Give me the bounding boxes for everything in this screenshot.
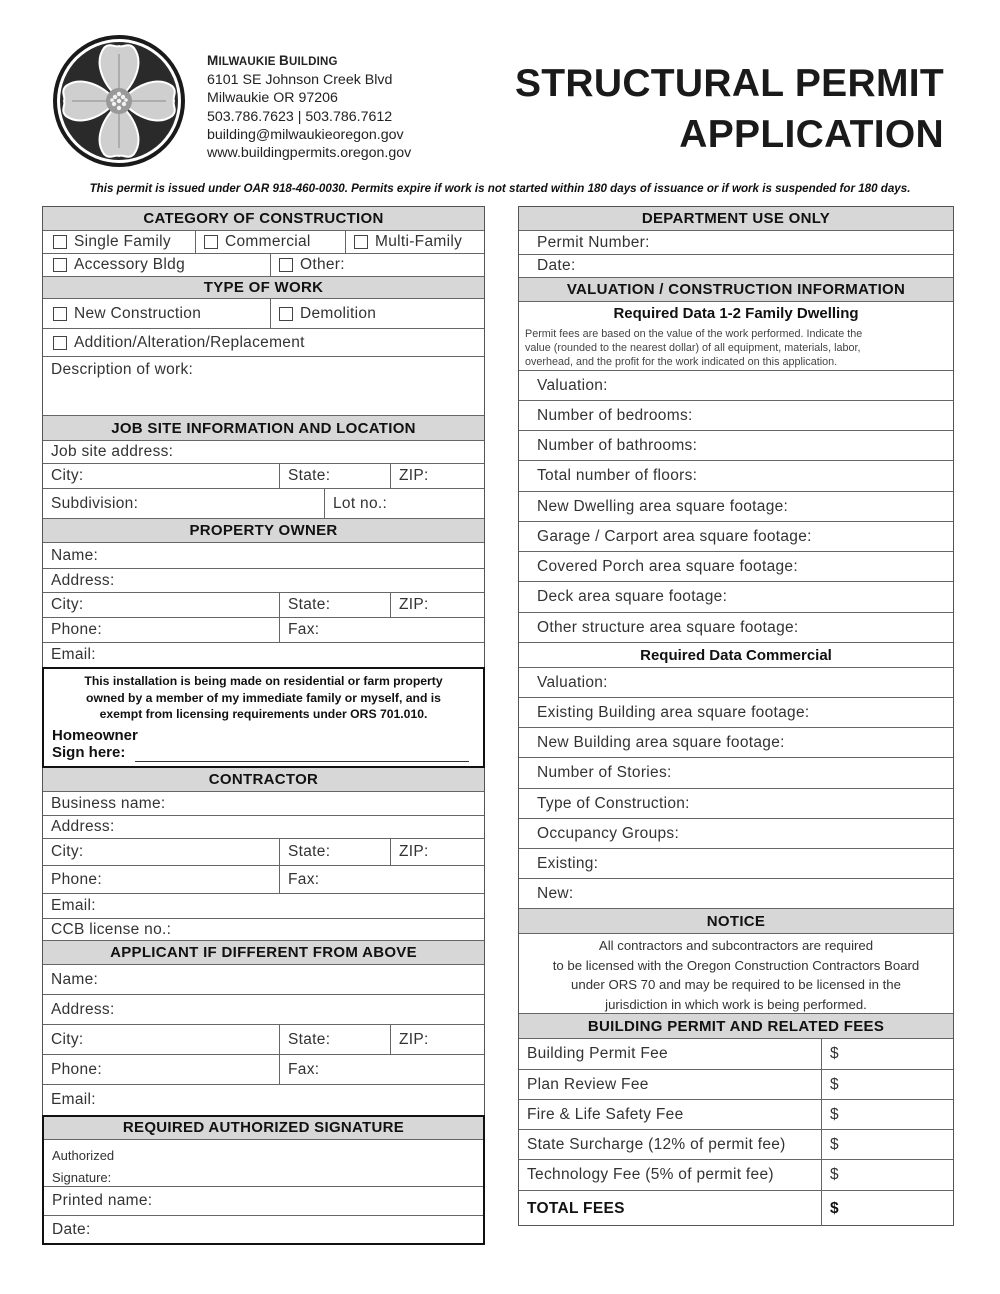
authorized-signature-box bbox=[42, 1115, 485, 1245]
owner-email-label: Email: bbox=[51, 646, 96, 663]
other-option[interactable] bbox=[270, 254, 484, 276]
total-fees-row bbox=[519, 1191, 953, 1226]
work-row-2 bbox=[43, 329, 484, 357]
building-permit-fee-row bbox=[519, 1039, 953, 1070]
notice-line2: to be licensed with the Oregon Construction Contractors Board bbox=[552, 957, 920, 973]
occupancy-groups-label: Occupancy Groups: bbox=[537, 824, 680, 842]
type-of-work-heading: TYPE OF WORK bbox=[43, 277, 484, 299]
department-date-label: Date: bbox=[537, 257, 576, 274]
building-permit-fee-label: Building Permit Fee bbox=[527, 1045, 668, 1062]
applicant-zip-field[interactable] bbox=[390, 1025, 484, 1054]
title-line2: APPLICATION bbox=[679, 113, 944, 156]
contractor-city-label: City: bbox=[51, 843, 84, 860]
existing-occupancy-field[interactable] bbox=[519, 849, 953, 879]
bedrooms-label: Number of bedrooms: bbox=[537, 406, 693, 424]
contractor-phone-field[interactable] bbox=[43, 866, 279, 893]
signature-date-label: Date: bbox=[52, 1220, 91, 1238]
owner-phone-row bbox=[43, 618, 484, 643]
org-name-rest: ILWAUKIE bbox=[218, 56, 276, 68]
printed-name-label: Printed name: bbox=[52, 1192, 153, 1209]
fee-note-line1: Permit fees are based on the value of the work performed. Indicate the bbox=[525, 328, 863, 340]
technology-fee-amount[interactable] bbox=[821, 1160, 953, 1190]
other-label: Other: bbox=[300, 256, 345, 273]
contractor-city-row bbox=[43, 839, 484, 866]
permit-number-field[interactable] bbox=[519, 231, 953, 255]
owner-email-field[interactable] bbox=[43, 643, 484, 667]
state-surcharge-row bbox=[519, 1130, 953, 1160]
currency-symbol: $ bbox=[830, 1045, 839, 1062]
website: www.buildingpermits.oregon.gov bbox=[207, 145, 412, 162]
currency-symbol: $ bbox=[830, 1199, 839, 1217]
job-site-heading: JOB SITE INFORMATION AND LOCATION bbox=[43, 416, 484, 441]
addition-option[interactable] bbox=[45, 329, 484, 356]
deck-area-label: Deck area square footage: bbox=[537, 588, 728, 605]
fee-note-line2: value (rounded to the nearest dollar) of all equipment, materials, labor, bbox=[525, 342, 861, 354]
contractor-phone-label: Phone: bbox=[51, 870, 102, 888]
contractor-business-label: Business name: bbox=[51, 794, 166, 812]
commercial-valuation-label: Valuation: bbox=[537, 673, 608, 691]
new-occupancy-field[interactable] bbox=[519, 879, 953, 909]
organization-name bbox=[207, 52, 411, 71]
contractor-city-field[interactable] bbox=[43, 839, 279, 865]
exemption-line3: exempt from licensing requirements under ORS 701.010. bbox=[99, 707, 428, 721]
occupancy-groups-field[interactable] bbox=[519, 819, 953, 849]
signature-label: Signature: bbox=[52, 1170, 112, 1185]
dwelling-area-field[interactable] bbox=[519, 492, 953, 522]
contractor-business-field[interactable] bbox=[43, 792, 484, 816]
owner-fax-label: Fax: bbox=[288, 621, 320, 638]
accessory-label: Accessory Bldg bbox=[74, 256, 186, 273]
stories-field[interactable] bbox=[519, 758, 953, 789]
page-title bbox=[515, 58, 944, 160]
notice-line4: jurisdiction in which work is being performed. bbox=[605, 997, 867, 1013]
single-family-checkbox[interactable] bbox=[53, 235, 67, 249]
homeowner-signature-line[interactable] bbox=[135, 761, 469, 762]
notice-line1: All contractors and subcontractors are required bbox=[598, 938, 874, 953]
email-address: building@milwaukieoregon.gov bbox=[207, 126, 404, 143]
commercial-label: Commercial bbox=[225, 233, 311, 250]
contractor-state-label: State: bbox=[288, 843, 331, 860]
org-name-b-initial: B bbox=[279, 53, 289, 68]
fees-heading: BUILDING PERMIT AND RELATED FEES bbox=[519, 1014, 953, 1039]
single-family-label: Single Family bbox=[74, 233, 171, 250]
state-surcharge-amount[interactable] bbox=[821, 1130, 953, 1159]
commercial-checkbox[interactable] bbox=[204, 235, 218, 249]
subdivision-label: Subdivision: bbox=[51, 494, 139, 512]
fire-life-safety-fee-row bbox=[519, 1100, 953, 1130]
demolition-option[interactable] bbox=[270, 299, 484, 328]
job-site-city-row bbox=[43, 464, 484, 489]
subdivision-row bbox=[43, 489, 484, 519]
work-row-1 bbox=[43, 299, 484, 329]
signature-date-field[interactable] bbox=[44, 1216, 483, 1243]
demolition-checkbox[interactable] bbox=[279, 307, 293, 321]
owner-fax-field[interactable] bbox=[279, 618, 484, 642]
description-of-work-field[interactable] bbox=[43, 357, 484, 416]
currency-symbol: $ bbox=[830, 1105, 839, 1123]
owner-zip-label: ZIP: bbox=[399, 596, 429, 613]
technology-fee-label: Technology Fee (5% of permit fee) bbox=[527, 1166, 774, 1183]
building-permit-fee-amount[interactable] bbox=[821, 1039, 953, 1069]
new-building-area-field[interactable] bbox=[519, 728, 953, 758]
bedrooms-field[interactable] bbox=[519, 401, 953, 431]
owner-state-field[interactable] bbox=[279, 593, 390, 617]
applicant-fax-field[interactable] bbox=[279, 1055, 484, 1084]
porch-area-label: Covered Porch area square footage: bbox=[537, 557, 798, 575]
existing-building-area-field[interactable] bbox=[519, 698, 953, 728]
other-structure-area-field[interactable] bbox=[519, 613, 953, 643]
applicant-address-label: Address: bbox=[51, 1000, 115, 1018]
ccb-license-field[interactable] bbox=[43, 919, 484, 941]
owner-phone-field[interactable] bbox=[43, 618, 279, 642]
issue-note: This permit is issued under OAR 918-460-0030. Permits expire if work is not started within 180 days of issuance or if work is suspended for 180 days. bbox=[89, 182, 911, 195]
category-heading: CATEGORY OF CONSTRUCTION bbox=[43, 207, 484, 231]
owner-city-field[interactable] bbox=[43, 593, 279, 617]
residential-data-heading: Required Data 1-2 Family Dwelling bbox=[613, 305, 859, 322]
plan-review-fee-row bbox=[519, 1070, 953, 1100]
job-site-city-field[interactable] bbox=[43, 464, 279, 488]
dwelling-area-label: New Dwelling area square footage: bbox=[537, 497, 789, 515]
state-surcharge-label: State Surcharge (12% of permit fee) bbox=[527, 1135, 786, 1153]
new-construction-option[interactable] bbox=[45, 299, 270, 328]
property-owner-heading: PROPERTY OWNER bbox=[43, 519, 484, 543]
currency-symbol: $ bbox=[830, 1135, 839, 1153]
subdivision-field[interactable] bbox=[43, 489, 324, 518]
printed-name-field[interactable] bbox=[44, 1187, 483, 1216]
contractor-zip-field[interactable] bbox=[390, 839, 484, 865]
new-construction-label: New Construction bbox=[74, 304, 202, 322]
commercial-valuation-field[interactable] bbox=[519, 668, 953, 698]
multi-family-checkbox[interactable] bbox=[354, 235, 368, 249]
existing-building-area-label: Existing Building area square footage: bbox=[537, 703, 810, 721]
notice-heading: NOTICE bbox=[519, 909, 953, 934]
owner-address-label: Address: bbox=[51, 571, 115, 589]
applicant-fax-label: Fax: bbox=[288, 1060, 320, 1078]
contractor-phone-row bbox=[43, 866, 484, 894]
exemption-line2: owned by a member of my immediate family or myself, and is bbox=[86, 690, 441, 705]
applicant-email-field[interactable] bbox=[43, 1085, 484, 1115]
applicant-phone-row bbox=[43, 1055, 484, 1085]
exemption-line1: This installation is being made on residential or farm property bbox=[84, 674, 443, 688]
description-label: Description of work: bbox=[51, 361, 194, 378]
applicant-address-field[interactable] bbox=[43, 995, 484, 1025]
title-line1: STRUCTURAL PERMIT bbox=[514, 62, 944, 105]
other-structure-area-label: Other structure area square footage: bbox=[537, 618, 799, 636]
signature-heading: REQUIRED AUTHORIZED SIGNATURE bbox=[44, 1117, 483, 1140]
plan-review-fee-amount[interactable] bbox=[821, 1070, 953, 1099]
contractor-fax-label: Fax: bbox=[288, 870, 320, 888]
technology-fee-row bbox=[519, 1160, 953, 1191]
other-checkbox[interactable] bbox=[279, 258, 293, 272]
dogwood-logo bbox=[52, 34, 186, 168]
plan-review-fee-label: Plan Review Fee bbox=[527, 1075, 649, 1093]
deck-area-field[interactable] bbox=[519, 582, 953, 613]
applicant-phone-field[interactable] bbox=[43, 1055, 279, 1084]
fire-life-safety-fee-amount[interactable] bbox=[821, 1100, 953, 1129]
left-form-column bbox=[42, 206, 485, 1244]
residential-valuation-label: Valuation: bbox=[537, 376, 608, 394]
address-line2: Milwaukie OR 97206 bbox=[207, 90, 338, 107]
applicant-city-field[interactable] bbox=[43, 1025, 279, 1054]
applicant-state-field[interactable] bbox=[279, 1025, 390, 1054]
porch-area-field[interactable] bbox=[519, 552, 953, 582]
notice-text bbox=[519, 934, 953, 1014]
total-fees-label: TOTAL FEES bbox=[527, 1199, 625, 1217]
construction-type-label: Type of Construction: bbox=[537, 794, 690, 812]
notice-line3: under ORS 70 and may be required to be licensed in the bbox=[571, 977, 901, 993]
floors-label: Total number of floors: bbox=[537, 467, 698, 484]
existing-occupancy-label: Existing: bbox=[537, 854, 599, 872]
contractor-state-field[interactable] bbox=[279, 839, 390, 865]
category-row-2 bbox=[43, 254, 484, 277]
fire-life-safety-fee-label: Fire & Life Safety Fee bbox=[527, 1105, 684, 1123]
org-name-initial: M bbox=[207, 53, 219, 68]
lot-number-field[interactable] bbox=[324, 489, 484, 518]
department-use-heading: DEPARTMENT USE ONLY bbox=[519, 207, 953, 231]
job-site-state-field[interactable] bbox=[279, 464, 390, 488]
applicant-city-label: City: bbox=[51, 1030, 84, 1048]
residential-valuation-field[interactable] bbox=[519, 371, 953, 401]
construction-type-field[interactable] bbox=[519, 789, 953, 819]
applicant-heading: APPLICANT IF DIFFERENT FROM ABOVE bbox=[43, 941, 484, 965]
accessory-checkbox[interactable] bbox=[53, 258, 67, 272]
applicant-phone-label: Phone: bbox=[51, 1060, 102, 1078]
garage-area-field[interactable] bbox=[519, 522, 953, 552]
contractor-fax-field[interactable] bbox=[279, 866, 484, 893]
authorized-label: Authorized bbox=[52, 1148, 115, 1163]
address-line1: 6101 SE Johnson Creek Blvd bbox=[207, 72, 393, 89]
contractor-zip-label: ZIP: bbox=[399, 843, 429, 860]
multi-family-label: Multi-Family bbox=[375, 233, 463, 250]
right-form-column bbox=[518, 206, 954, 1226]
permit-number-label: Permit Number: bbox=[537, 233, 650, 251]
job-site-state-label: State: bbox=[288, 467, 331, 484]
floors-field[interactable] bbox=[519, 461, 953, 492]
contractor-address-field[interactable] bbox=[43, 816, 484, 839]
job-site-city-label: City: bbox=[51, 467, 84, 484]
addition-checkbox[interactable] bbox=[53, 336, 67, 350]
contractor-email-field[interactable] bbox=[43, 894, 484, 919]
organization-info bbox=[207, 52, 411, 162]
commercial-option[interactable] bbox=[195, 231, 345, 253]
lot-number-label: Lot no.: bbox=[333, 494, 388, 512]
garage-area-label: Garage / Carport area square footage: bbox=[537, 527, 812, 545]
owner-state-label: State: bbox=[288, 596, 331, 613]
department-date-field[interactable] bbox=[519, 255, 953, 278]
currency-symbol: $ bbox=[830, 1075, 839, 1093]
sign-here-label: Sign here: bbox=[52, 744, 126, 761]
commercial-data-heading: Required Data Commercial bbox=[519, 643, 953, 668]
multi-family-option[interactable] bbox=[345, 231, 484, 253]
currency-symbol: $ bbox=[830, 1166, 839, 1183]
fee-note-line3: overhead, and the profit for the work indicated on this application. bbox=[525, 356, 838, 368]
applicant-zip-label: ZIP: bbox=[399, 1030, 429, 1048]
applicant-name-label: Name: bbox=[51, 970, 99, 988]
owner-phone-label: Phone: bbox=[51, 621, 102, 638]
owner-name-label: Name: bbox=[51, 546, 99, 564]
owner-city-row bbox=[43, 593, 484, 618]
owner-city-label: City: bbox=[51, 596, 84, 613]
addition-label: Addition/Alteration/Replacement bbox=[74, 333, 305, 351]
phone-numbers: 503.786.7623 | 503.786.7612 bbox=[207, 108, 393, 125]
accessory-option[interactable] bbox=[45, 254, 270, 276]
valuation-heading: VALUATION / CONSTRUCTION INFORMATION bbox=[519, 278, 953, 302]
org-name-b-rest: UILDING bbox=[289, 56, 338, 68]
new-building-area-label: New Building area square footage: bbox=[537, 733, 785, 751]
owner-name-field[interactable] bbox=[43, 543, 484, 569]
job-site-zip-field[interactable] bbox=[390, 464, 484, 488]
applicant-name-field[interactable] bbox=[43, 965, 484, 995]
stories-label: Number of Stories: bbox=[537, 764, 672, 781]
job-site-address-field[interactable] bbox=[43, 441, 484, 464]
fee-basis-note bbox=[519, 325, 953, 371]
bathrooms-label: Number of bathrooms: bbox=[537, 436, 698, 454]
owner-address-field[interactable] bbox=[43, 569, 484, 593]
single-family-option[interactable] bbox=[45, 231, 203, 253]
contractor-heading: CONTRACTOR bbox=[43, 768, 484, 792]
owner-zip-field[interactable] bbox=[390, 593, 484, 617]
ccb-license-label: CCB license no.: bbox=[51, 920, 172, 938]
homeowner-exemption-box bbox=[42, 667, 485, 768]
contractor-email-label: Email: bbox=[51, 897, 96, 914]
applicant-city-row bbox=[43, 1025, 484, 1055]
category-row-1 bbox=[43, 231, 484, 254]
applicant-state-label: State: bbox=[288, 1030, 331, 1048]
job-site-address-label: Job site address: bbox=[51, 443, 174, 460]
job-site-zip-label: ZIP: bbox=[399, 467, 429, 484]
total-fees-amount[interactable] bbox=[821, 1191, 953, 1226]
demolition-label: Demolition bbox=[300, 304, 377, 322]
applicant-email-label: Email: bbox=[51, 1091, 96, 1108]
homeowner-label: Homeowner bbox=[52, 727, 138, 744]
new-occupancy-label: New: bbox=[537, 884, 574, 902]
new-construction-checkbox[interactable] bbox=[53, 307, 67, 321]
authorized-signature-field[interactable] bbox=[44, 1140, 483, 1187]
contractor-address-label: Address: bbox=[51, 818, 115, 835]
bathrooms-field[interactable] bbox=[519, 431, 953, 461]
